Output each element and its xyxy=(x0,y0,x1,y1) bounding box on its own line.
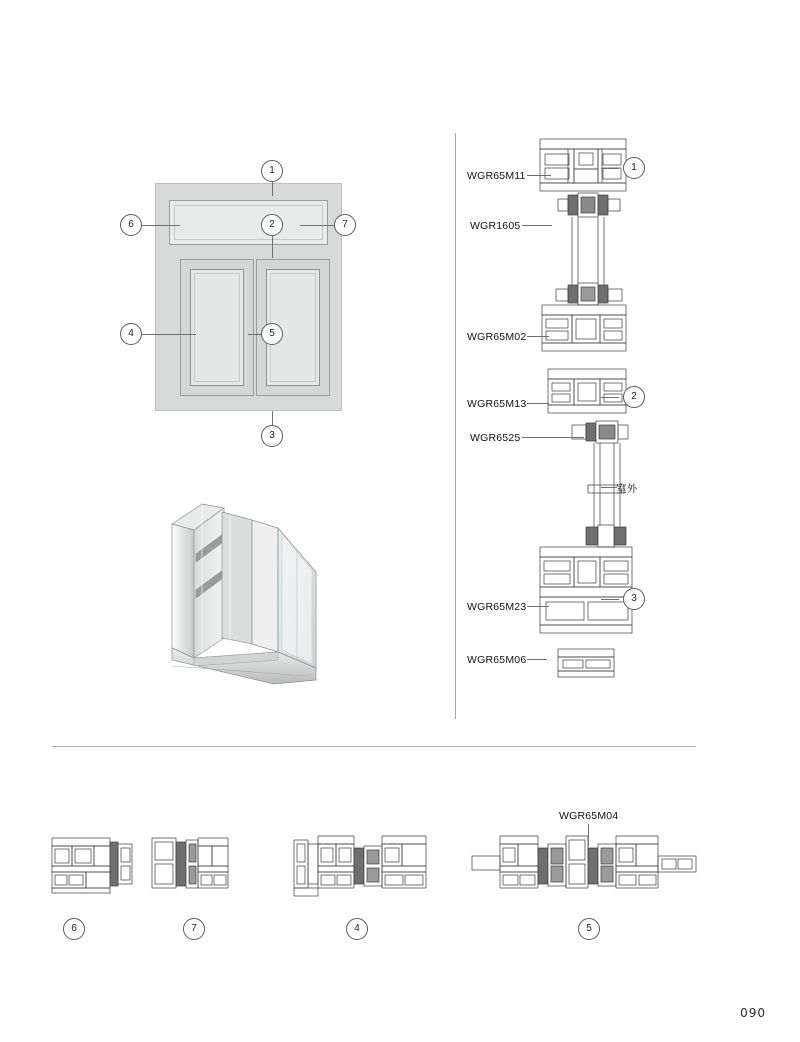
callout-1[interactable]: 1 xyxy=(261,160,283,182)
leader-outdoor xyxy=(601,487,617,488)
leader-callout-3 xyxy=(272,411,273,425)
label-wgr65m06: WGR65M06 xyxy=(467,654,527,666)
page-number: 090 xyxy=(740,1006,766,1020)
bottom-section-7-art xyxy=(150,832,230,896)
label-outdoor: 室外 xyxy=(616,483,638,495)
callout-4[interactable]: 4 xyxy=(120,323,142,345)
label-wgr65m23: WGR65M23 xyxy=(467,601,527,613)
bottom-section-5-art xyxy=(470,828,698,900)
callout-5[interactable]: 5 xyxy=(261,323,283,345)
leader-wgr65m23 xyxy=(527,606,549,607)
leader-callout-2 xyxy=(272,236,273,258)
transom-glass xyxy=(174,205,323,240)
left-leaf-glass xyxy=(190,269,244,386)
label-wgr6525: WGR6525 xyxy=(470,432,521,444)
callout-7[interactable]: 7 xyxy=(334,214,356,236)
label-wgr65m04: WGR65M04 xyxy=(559,810,619,822)
vertical-divider xyxy=(455,133,456,719)
callout-3[interactable]: 3 xyxy=(261,425,283,447)
leader-wgr65m04 xyxy=(588,824,589,846)
label-wgr65m13: WGR65M13 xyxy=(467,398,527,410)
leader-callout-6 xyxy=(142,225,180,226)
leader-callout-1 xyxy=(272,182,273,196)
section-callout-1[interactable]: 1 xyxy=(623,157,645,179)
horizontal-divider xyxy=(52,746,696,747)
bottom-section-6-art xyxy=(50,832,134,896)
leader-wgr65m06 xyxy=(527,659,547,660)
door-elevation-drawing xyxy=(155,183,342,411)
door-leaf-left xyxy=(180,259,254,396)
door-transom-panel xyxy=(169,200,328,245)
label-wgr65m11: WGR65M11 xyxy=(467,170,526,182)
bottom-callout-5[interactable]: 5 xyxy=(578,918,600,940)
door-corner-3d-render xyxy=(166,498,326,688)
leader-section-callout-3 xyxy=(601,599,619,600)
leader-wgr65m11 xyxy=(527,175,551,176)
section-callout-2[interactable]: 2 xyxy=(623,386,645,408)
bottom-callout-4[interactable]: 4 xyxy=(346,918,368,940)
leader-callout-7 xyxy=(300,225,334,226)
left-leaf-glass-inner xyxy=(194,273,240,382)
leader-wgr6525 xyxy=(522,437,584,438)
label-wgr65m02: WGR65M02 xyxy=(467,331,527,343)
bottom-callout-7[interactable]: 7 xyxy=(183,918,205,940)
leader-section-callout-2 xyxy=(601,397,619,398)
callout-6[interactable]: 6 xyxy=(120,214,142,236)
leader-wgr1605 xyxy=(522,225,552,226)
leader-wgr65m02 xyxy=(527,336,549,337)
leader-wgr65m13 xyxy=(527,403,549,404)
section-callout-3[interactable]: 3 xyxy=(623,588,645,610)
callout-2[interactable]: 2 xyxy=(261,214,283,236)
leader-callout-4 xyxy=(142,334,196,335)
leader-section-callout-1 xyxy=(601,168,619,169)
bottom-callout-6[interactable]: 6 xyxy=(63,918,85,940)
label-wgr1605: WGR1605 xyxy=(470,220,521,232)
bottom-section-4-art xyxy=(292,828,430,900)
